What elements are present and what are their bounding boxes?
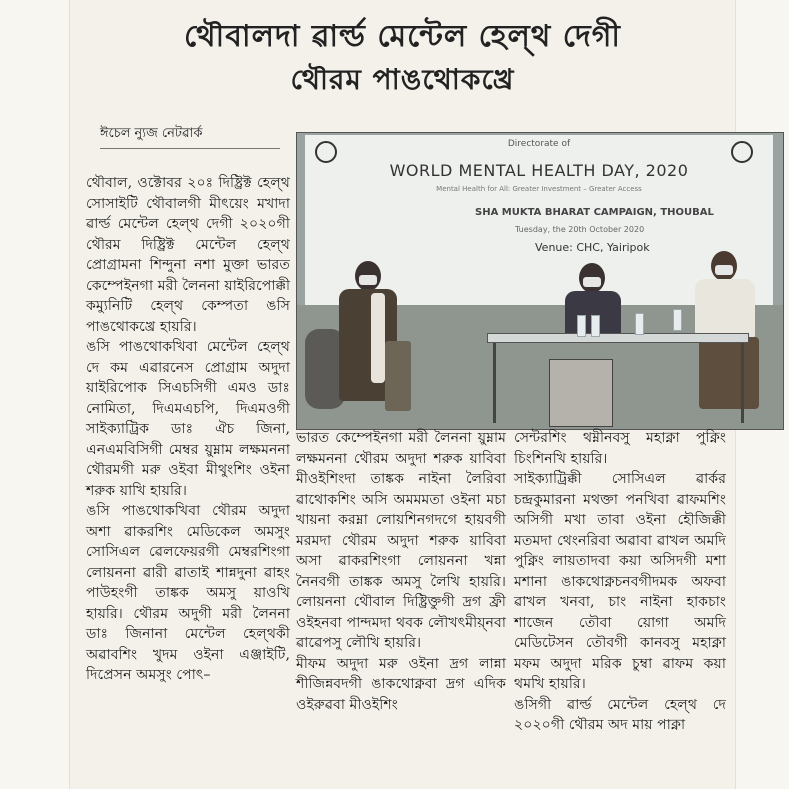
table [487, 333, 749, 343]
water-bottle [591, 315, 600, 337]
article-column-2: ভারত কেম্পেইনগা মরী লৈননা য়ুম্নাম লক্ষমননা থৌরম অদুদা শরুক য়াবিবা মীওইশিংদা তাঙ্কক নাইনা লৈরিবা ৱাথোকশিং অসি অমমমতা ওইনা মচা খায়না করম্না লোয়শিনগদগে হায়বগী মরমদা থৌরম অদুদা শরুক য়াবিবা অসা ৱাকরশিংগা লোয়ননা খন্না নৈনবগী তাঙ্কক অমসু লৈখি হায়রি। লোয়ননা থৌবাল দিষ্ট্রিক্তুগী দ্রগ ফ্রী ওইহনবা পান্দমদা থবক লৌখৎমীয়্নবা ৱাৱেপসু লৌখি হায়রি। মীফম অদুদা মরু ওইনা দ্রগ লান্না শীজিন্নবদগী ঙাকথোক্নবা দ্রগ এদিক ওইরুৱবা মীওইশিং [296, 430, 506, 713]
byline: ঈচেল ন্যুজ নেটৱার্ক [100, 124, 280, 149]
banner-title: WORLD MENTAL HEALTH DAY, 2020 [389, 161, 689, 180]
banner-date: Tuesday, the 20th October 2020 [515, 225, 645, 234]
water-bottle [673, 309, 682, 331]
water-bottle [635, 313, 644, 335]
article-column-3: সেন্টরশিং থম্নীনবসু মহাক্না পুক্নিং চিংশিনখি হায়রি। সাইক্যাট্রিক্কী সোসিএল ৱার্কর চন্দ্রকুমারনা মথক্তা পনখিবা ৱাফমশিং অসিগী মখা তাবা ওইনা হৌজিক্কী মতমদা থেংনরিবা অৱাবা ৱাখল অমদি পুক্নিং লায়তাদবা কয়া অসিদগী মশা মশানা ঙাকথোক্নচনবগীদমক অফবা ৱাখল খনবা, চাং নাইনা হাকচাং শাজেন তৌবা য়োগা অমদি মেডিটেসন তৌবগী কানবসু মহাক্না মফম অদুদা মরিক চুম্বা ৱাফম কয়া থমখি হায়রি। ঙসিগী ৱার্ল্ড মেন্টেল হেল্থ দে ২০২০গী থৌরম অদ মায় পাক্না [514, 430, 726, 733]
water-bottle [577, 315, 586, 337]
headline-line-2: থৌরম পাঙথোকখ্রে [290, 63, 515, 96]
event-photo [296, 132, 784, 430]
cabinet [549, 359, 613, 427]
newspaper-clipping [70, 0, 735, 789]
headline-line-1: থৌবালদা ৱার্ল্ড মেন্টেল হেল্থ দেগী [184, 19, 621, 54]
banner-theme: Mental Health for All: Greater Investment – Greater Access [436, 185, 642, 193]
banner-venue: Venue: CHC, Yairipok [535, 241, 650, 254]
banner-campaign: SHA MUKTA BHARAT CAMPAIGN, THOUBAL [475, 207, 714, 218]
article-column-1: থৌবাল, ওক্টোবর ২০ঃ দিষ্ট্রিক্ট হেল্থ সোসাইটি থৌবালগী মীৎয়েং মখাদা ৱার্ল্ড মেন্টেল হেল্থ দেগী ২০২০গী থৌরম দিষ্ট্রিক্ট মেন্টেল হেল্থ প্রোগ্রামনা শিন্দুনা নশা মুক্তা ভারত কেম্পেইনগা মরী লৈননা য়াইরিপোক্কী কম্যুনিটি হেল্থ কেম্পতা ঙসি পাঙথোকখ্রে হায়রি। ঙসি পাঙথোকখিবা মেন্টেল হেল্থ দে কম এৱারনেস প্রোগ্রাম অদুদা য়াইরিপোক সিএচসিগী এমও ডাঃ নোমিতা, দিএমএচপি, দিএমওগী সাইক্যাট্রিক ডাঃ ঐচ জিনা, এনএমবিসিগী মেম্বর য়ুম্নাম লক্ষমননা থৌরমগী মরু ওইবা মীথুংশিং ওইনা শরুক য়াখি হায়রি। ঙসি পাঙথোকখিবা থৌরম অদুদা অশা ৱাকরশিং মেডিকেল অমসুং সোসিএল ৱেলফেয়রগী মেম্বরশিংগা লোয়ননা ৱারী ৱাতাই শান্নদুনা ৱাহং পাউহংগী তাঙ্কক অমসু য়াওখি হায়রি। থৌরম অদুগী মরী লৈননা ডাঃ জিনানা মেন্টেল হেল্থকী অৱাবশিং খুদম ওইনা এঞ্জাইটি, দিপ্রেসন অমসুং পোৎ– [86, 175, 290, 683]
banner-top-text: Directorate of [507, 139, 571, 149]
